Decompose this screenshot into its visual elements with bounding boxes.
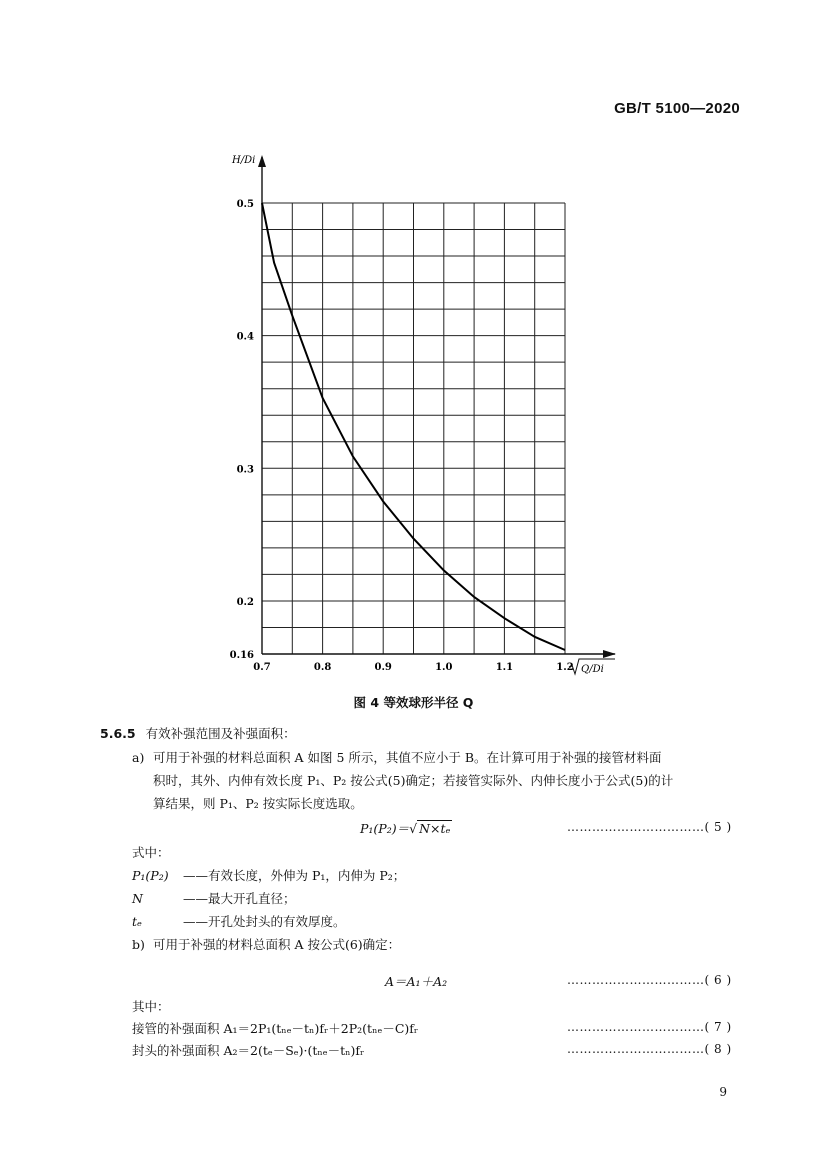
section-title: 有效补强范围及补强面积： bbox=[145, 726, 296, 741]
formula-5 bbox=[360, 818, 452, 840]
def-sym-1: N bbox=[132, 891, 143, 906]
item-a-line3: 算结果，则 P₁、P₂ 按实际长度选取。 bbox=[153, 796, 363, 811]
section-heading bbox=[100, 723, 296, 745]
formula-5-rhs: N×tₑ bbox=[419, 821, 451, 836]
formula-8: 封头的补强面积 A₂＝2(tₑ－Sₑ)·(tₙₑ－tₙ)fᵣ bbox=[132, 1043, 365, 1058]
standard-code: GB/T 5100—2020 bbox=[614, 100, 740, 117]
formula-6: A＝A₁＋A₂ bbox=[385, 974, 448, 989]
def-desc-2: ——开孔处封头的有效厚度。 bbox=[183, 914, 346, 929]
x-axis-label: Q/Di bbox=[581, 664, 604, 675]
formula-8-leader: ……………………………( 8 ) bbox=[567, 1042, 732, 1056]
x-tick-label: 0.7 bbox=[253, 662, 271, 673]
y-tick-label: 0.4 bbox=[236, 331, 254, 343]
y-tick-label: 0.3 bbox=[236, 464, 254, 476]
item-b-label: b) bbox=[132, 937, 145, 952]
item-a-line2: 积时，其外、内伸有效长度 P₁、P₂ 按公式(5)确定；若接管实际外、内伸长度小于公式(5)的计 bbox=[153, 773, 674, 788]
formula-6-leader: ……………………………( 6 ) bbox=[567, 973, 732, 987]
y-tick-label: 0.2 bbox=[236, 596, 254, 608]
item-a-label: a) bbox=[132, 750, 145, 765]
item-a-line1: 可用于补强的材料总面积 A 如图 5 所示，其值不应小于 B。在计算可用于补强的接管材料面 bbox=[153, 750, 662, 765]
x-tick-label: 1.2 bbox=[556, 662, 574, 673]
x-tick-label: 0.8 bbox=[313, 662, 332, 673]
chart-ticks bbox=[230, 199, 574, 673]
chart-grid bbox=[262, 203, 565, 654]
y-axis-label: H/Di bbox=[232, 155, 256, 166]
sqrt-icon: √ bbox=[409, 821, 418, 836]
equivalent-radius-chart bbox=[220, 145, 620, 685]
formula-5-leader: ……………………………( 5 ) bbox=[567, 820, 732, 834]
x-tick-label: 1.0 bbox=[435, 662, 453, 673]
def-desc-0: ——有效长度，外伸为 P₁，内伸为 P₂； bbox=[183, 868, 406, 883]
section-number: 5.6.5 bbox=[100, 726, 136, 741]
formula-5-lhs: P₁(P₂)＝ bbox=[360, 821, 410, 836]
figure-caption: 图 4 等效球形半径 Q bbox=[353, 695, 474, 710]
x-tick-label: 1.1 bbox=[495, 662, 514, 673]
y-tick-label: 0.16 bbox=[229, 650, 254, 661]
formula-7: 接管的补强面积 A₁＝2P₁(tₙₑ－tₙ)fᵣ＋2P₂(tₙₑ－C)fᵣ bbox=[132, 1021, 419, 1036]
formula-7-leader: ……………………………( 7 ) bbox=[567, 1020, 732, 1034]
def-desc-1: ——最大开孔直径； bbox=[183, 891, 296, 906]
item-b-line1: 可用于补强的材料总面积 A 按公式(6)确定： bbox=[153, 937, 401, 952]
x-tick-label: 0.9 bbox=[374, 662, 392, 673]
page-number: 9 bbox=[719, 1085, 727, 1099]
y-tick-label: 0.5 bbox=[236, 199, 254, 210]
x-axis-arrow-icon bbox=[603, 650, 616, 658]
where-label-2: 其中： bbox=[132, 999, 170, 1014]
where-label-1: 式中： bbox=[132, 845, 170, 860]
y-axis-arrow-icon bbox=[258, 155, 266, 167]
def-sym-2: tₑ bbox=[132, 914, 142, 929]
def-sym-0: P₁(P₂) bbox=[132, 868, 169, 883]
